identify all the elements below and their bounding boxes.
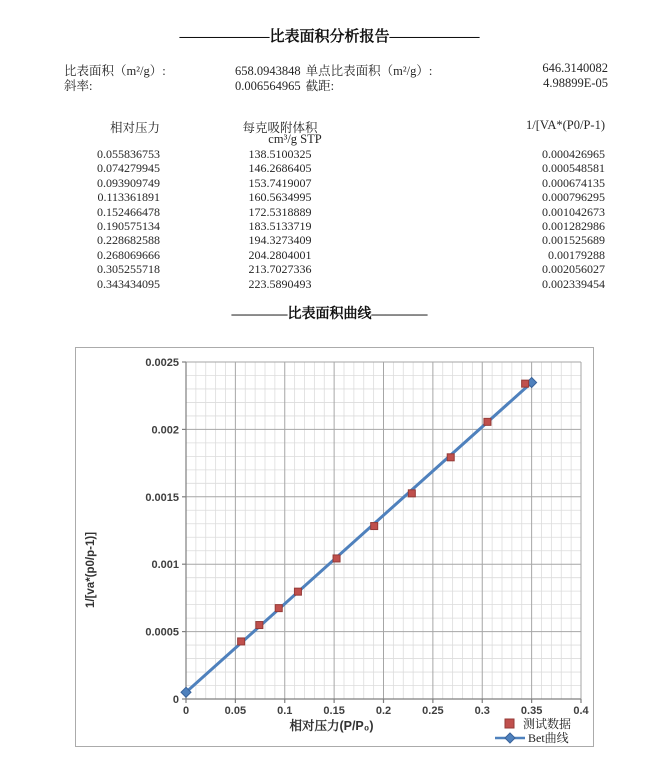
relative-pressure-cell: 0.055836753 bbox=[97, 147, 160, 161]
adsorbed-volume-cell: 160.5634995 bbox=[248, 190, 312, 205]
relative-pressure-cell: 0.305255718 bbox=[97, 262, 160, 277]
bet-transform-cell: 0.001282986 bbox=[542, 218, 605, 233]
meta-row-2 bbox=[0, 76, 659, 93]
table-row bbox=[0, 262, 659, 276]
relative-pressure-cell: 0.268069666 bbox=[97, 247, 160, 262]
legend-square-marker bbox=[505, 719, 514, 728]
x-tick-label: 0.25 bbox=[422, 705, 444, 717]
x-tick-label: 0.1 bbox=[277, 705, 293, 717]
bet-transform-cell: 0.000548581 bbox=[542, 161, 605, 176]
table-row bbox=[0, 161, 659, 175]
table-row bbox=[0, 233, 659, 247]
bet-transform-cell: 0.000426965 bbox=[542, 147, 605, 161]
relative-pressure-cell: 0.343434095 bbox=[97, 276, 160, 291]
table-row bbox=[0, 219, 659, 233]
x-tick-label: 0.2 bbox=[375, 705, 392, 717]
adsorbed-volume-header: 每克吸附体积 bbox=[242, 121, 318, 135]
slope-label: 斜率: bbox=[64, 79, 93, 93]
bet-transform-cell: 0.002339454 bbox=[542, 276, 605, 291]
y-tick-label: 0.0025 bbox=[145, 357, 179, 369]
relative-pressure-cell: 0.190575134 bbox=[97, 218, 160, 233]
adsorbed-volume-cell: 146.2686405 bbox=[248, 161, 312, 176]
chart-panel bbox=[75, 347, 594, 747]
axes-group bbox=[182, 362, 581, 703]
adsorbed-volume-cell: 183.5133719 bbox=[248, 218, 312, 233]
adsorbed-volume-cell: 172.5318889 bbox=[248, 204, 312, 219]
intercept-value: 4.98899E-05 bbox=[543, 76, 608, 90]
x-tick-label: 0 bbox=[182, 705, 190, 717]
bet-transform-cell: 0.000674135 bbox=[542, 175, 605, 190]
y-tick-label: 0 bbox=[172, 694, 179, 706]
adsorbed-volume-cell: 204.2804001 bbox=[248, 247, 312, 262]
table-header-row-2 bbox=[0, 132, 659, 146]
bet-transform-cell: 0.000796295 bbox=[542, 190, 605, 205]
x-tick-label: 0.4 bbox=[573, 705, 589, 717]
single-point-surface-area-label: 单点比表面积（m²/g）: bbox=[305, 64, 433, 78]
x-axis-title: 相对压力(P/P₀) bbox=[289, 719, 374, 733]
table-row bbox=[0, 248, 659, 262]
table-row bbox=[0, 205, 659, 219]
relative-pressure-cell: 0.152466478 bbox=[97, 204, 160, 219]
bet-chart-svg bbox=[76, 348, 593, 746]
y-tick-label: 0.002 bbox=[151, 424, 179, 437]
adsorbed-volume-cell: 223.5890493 bbox=[248, 276, 312, 291]
relative-pressure-cell: 0.113361891 bbox=[97, 190, 160, 205]
bet-transform-cell: 0.002056027 bbox=[542, 262, 605, 277]
adsorbed-volume-cell: 194.3273409 bbox=[248, 233, 312, 248]
y-axis-title: 1/[va*(p0/p-1)] bbox=[85, 531, 97, 609]
bet-transform-cell: 0.001042673 bbox=[542, 204, 605, 219]
x-tick-label: 0.35 bbox=[520, 705, 543, 717]
x-tick-label: 0.05 bbox=[224, 705, 247, 717]
adsorbed-volume-cell: 213.7027336 bbox=[248, 262, 312, 277]
chart-section-title: ————比表面积曲线———— bbox=[231, 307, 428, 322]
slope-value: 0.006564965 bbox=[235, 79, 301, 93]
x-tick-labels bbox=[183, 705, 590, 717]
bet-transform-header: 1/[VA*(P0/P-1) bbox=[526, 118, 605, 132]
table-row bbox=[0, 277, 659, 291]
adsorbed-volume-units: cm³/g STP bbox=[268, 132, 322, 146]
y-tick-label: 0.0005 bbox=[145, 626, 179, 639]
bet-transform-cell: 0.00179288 bbox=[548, 247, 605, 262]
table-header-row-1 bbox=[0, 118, 659, 135]
meta-row-1 bbox=[0, 61, 659, 78]
table-row bbox=[0, 147, 659, 161]
single-point-surface-area-value: 646.3140082 bbox=[542, 61, 608, 75]
data-table-body bbox=[0, 147, 659, 291]
relative-pressure-cell: 0.093909749 bbox=[97, 175, 160, 190]
legend bbox=[495, 716, 571, 745]
relative-pressure-cell: 0.074279945 bbox=[97, 161, 160, 176]
table-row bbox=[0, 190, 659, 204]
intercept-label: 截距: bbox=[305, 79, 335, 93]
y-tick-label: 0.001 bbox=[151, 559, 179, 572]
report-title: ——————比表面积分析报告—————— bbox=[179, 29, 480, 45]
x-tick-label: 0.15 bbox=[323, 705, 345, 717]
table-row bbox=[0, 176, 659, 190]
y-tick-label: 0.0015 bbox=[145, 491, 179, 504]
meta-mid-2 bbox=[235, 76, 334, 94]
legend-test-data-label: 测试数据 bbox=[523, 717, 572, 731]
adsorbed-volume-cell: 153.7419007 bbox=[248, 175, 312, 190]
legend-diamond-marker bbox=[505, 733, 515, 743]
y-tick-labels bbox=[145, 357, 179, 706]
surface-area-label: 比表面积（m²/g）: bbox=[64, 64, 166, 78]
bet-transform-cell: 0.001525689 bbox=[542, 233, 605, 248]
x-tick-label: 0.3 bbox=[474, 705, 490, 717]
relative-pressure-header: 相对压力 bbox=[109, 121, 160, 135]
adsorbed-volume-cell: 138.5100325 bbox=[248, 147, 312, 161]
surface-area-value: 658.0943848 bbox=[235, 64, 301, 78]
relative-pressure-cell: 0.228682588 bbox=[97, 233, 160, 248]
legend-bet-curve-label: Bet曲线 bbox=[528, 731, 569, 745]
